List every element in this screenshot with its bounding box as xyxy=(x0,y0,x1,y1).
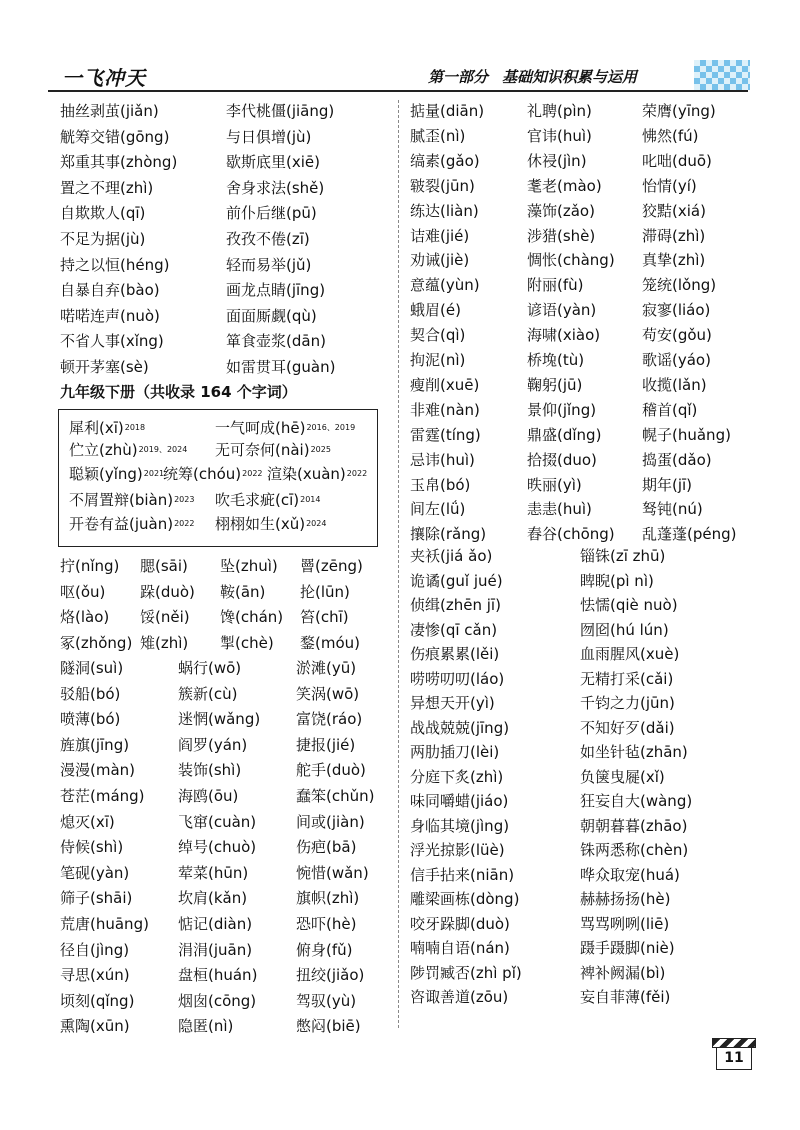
vocab-term: 驽钝(nú) xyxy=(642,500,703,519)
vocab-term: 藻饰(zǎo) xyxy=(527,201,595,220)
vocab-term: 间或(jiàn) xyxy=(296,812,365,831)
vocab-term: 真挚(zhì) xyxy=(642,251,706,270)
vocab-term: 持之以恒(héng) xyxy=(60,255,170,274)
vocab-term: 两肋插刀(lèi) xyxy=(410,743,500,761)
vocab-term: 咬牙跺脚(duò) xyxy=(410,914,510,933)
vocab-term: 无精打采(cǎi) xyxy=(580,669,674,688)
vocab-term: 鍪(móu) xyxy=(300,633,361,652)
exam-term-text: 伫立(zhù) xyxy=(69,441,138,459)
vocab-term: 顿开茅塞(sè) xyxy=(60,358,149,376)
part-label: 第一部分 xyxy=(428,68,489,86)
vocab-term: 涉猎(shè) xyxy=(527,226,596,245)
vocab-term: 咨诹善道(zōu) xyxy=(410,988,509,1006)
vocab-term: 信手拈来(niān) xyxy=(410,865,515,884)
exam-term-text: 开卷有益(juàn) xyxy=(69,515,174,533)
vocab-term: 锱铢(zī zhū) xyxy=(580,547,666,565)
vocab-term: 鞍(ān) xyxy=(220,582,266,601)
vocab-term: 掂量(diān) xyxy=(410,102,485,120)
vocab-term: 面面厮觑(qù) xyxy=(226,306,317,325)
vocab-term: 前仆后继(pū) xyxy=(226,204,317,223)
vocab-term: 轻而易举(jǔ) xyxy=(226,255,312,274)
exam-year: 2019、2024 xyxy=(138,445,188,454)
vocab-term: 赫赫扬扬(hè) xyxy=(580,890,671,908)
vocab-term: 自欺欺人(qī) xyxy=(60,204,146,223)
vocab-term: 伤疤(bā) xyxy=(296,838,357,857)
vocab-term: 飞窜(cuàn) xyxy=(178,812,257,831)
vocab-term: 不足为据(jù) xyxy=(60,230,146,248)
exam-term xyxy=(69,464,164,484)
vocab-term: 迷惘(wǎng) xyxy=(178,710,261,729)
vocab-term: 捣蛋(dǎo) xyxy=(642,450,712,469)
vocab-term: 坠(zhuì) xyxy=(220,557,278,575)
vocab-term: 喃喃自语(nán) xyxy=(410,939,510,957)
decorative-checker-pattern xyxy=(694,60,750,90)
vocab-term: 官讳(huì) xyxy=(527,126,592,145)
vocab-term: 玉帛(bó) xyxy=(410,475,471,494)
vocab-term: 狡黠(xiá) xyxy=(642,201,706,220)
vocab-term: 间左(lǘ) xyxy=(410,500,466,519)
vocab-term: 瘦削(xuē) xyxy=(410,375,480,394)
vocab-term: 捷报(jié) xyxy=(296,735,356,754)
vocab-term: 劝诫(jiè) xyxy=(410,251,470,270)
vocab-term: 簇新(cù) xyxy=(178,684,238,703)
page-header xyxy=(48,62,748,92)
vocab-term: 异想天开(yì) xyxy=(410,694,495,712)
exam-term xyxy=(215,490,320,510)
vocab-term: 休祲(jìn) xyxy=(527,151,587,170)
vocab-term: 练达(liàn) xyxy=(410,201,479,220)
vocab-term: 惋惜(wǎn) xyxy=(296,863,369,882)
page-badge-stripe xyxy=(712,1038,756,1048)
vocab-term: 拘泥(nì) xyxy=(410,351,466,369)
vocab-term: 舍身求法(shě) xyxy=(226,178,325,197)
vocab-term: 鼎盛(dǐng) xyxy=(527,425,602,444)
vocab-term: 淤滩(yū) xyxy=(296,659,357,677)
vocab-term: 分庭下炙(zhì) xyxy=(410,767,504,786)
vocab-term: 战战兢兢(jīng) xyxy=(410,718,510,737)
vocab-term: 俯身(fǔ) xyxy=(296,940,353,959)
exam-year: 2023 xyxy=(174,495,195,504)
section-title xyxy=(428,66,637,87)
vocab-term: 侦缉(zhēn jī) xyxy=(410,596,501,614)
vocab-term: 昳丽(yì) xyxy=(527,475,582,494)
vocab-term: 陟罚臧否(zhì pǐ) xyxy=(410,963,522,982)
vocab-term: 孜孜不倦(zī) xyxy=(226,230,310,248)
vocab-term: 凄惨(qī cǎn) xyxy=(410,620,498,639)
vocab-term: 朝朝暮暮(zhāo) xyxy=(580,816,688,835)
vocab-term: 缟素(gǎo) xyxy=(410,151,480,170)
exam-year: 2021 xyxy=(143,469,165,478)
vocab-term: 非难(nàn) xyxy=(410,400,480,419)
exam-term xyxy=(215,418,355,438)
exam-term-text: 吹毛求疵(cī) xyxy=(215,491,300,509)
vocab-term: 歌谣(yáo) xyxy=(642,351,711,369)
vocab-term: 憋闷(biē) xyxy=(296,1017,361,1036)
vocab-term: 意蕴(yùn) xyxy=(410,276,480,295)
vocab-term: 喏喏连声(nuò) xyxy=(60,306,160,325)
exam-term-text: 渲染(xuàn) xyxy=(267,465,346,483)
exam-frequency-box xyxy=(58,409,378,547)
vocab-term: 幌子(huǎng) xyxy=(642,425,731,444)
vocab-term: 诘难(jié) xyxy=(410,226,470,245)
vocab-term: 契合(qì) xyxy=(410,326,466,345)
vocab-term: 扭绞(jiǎo) xyxy=(296,966,365,985)
vocab-term: 期年(jī) xyxy=(642,475,693,494)
vocab-term: 觥筹交错(gōng) xyxy=(60,127,170,146)
exam-year: 2022 xyxy=(174,519,195,528)
grade-subheading: 九年级下册（共收录 164 个字词） xyxy=(60,383,297,401)
column-divider xyxy=(398,100,399,1028)
vocab-term: 隧洞(suì) xyxy=(60,659,124,677)
vocab-term: 惆怅(chàng) xyxy=(527,251,615,270)
vocab-term: 雕梁画栋(dòng) xyxy=(410,890,520,908)
vocab-term: 笔砚(yàn) xyxy=(60,863,130,882)
vocab-term: 抽丝剥茧(jiǎn) xyxy=(60,102,159,120)
vocab-term: 如坐针毡(zhān) xyxy=(580,743,688,761)
vocab-term: 侍候(shì) xyxy=(60,838,124,857)
vocab-term: 馋(chán) xyxy=(220,608,284,626)
exam-term xyxy=(215,514,326,534)
vocab-term: 血雨腥风(xuè) xyxy=(580,645,680,663)
page-number-badge xyxy=(712,1038,756,1072)
vocab-term: 旌旗(jīng) xyxy=(60,735,130,754)
vocab-term: 景仰(jǐng) xyxy=(527,400,597,419)
vocab-term: 掣(chè) xyxy=(220,633,274,652)
exam-term-text: 一气呵成(hē) xyxy=(215,419,306,437)
vocab-term: 雷霆(tíng) xyxy=(410,425,481,444)
vocab-term: 荣膺(yīng) xyxy=(642,102,716,120)
vocab-term: 寻思(xún) xyxy=(60,966,130,985)
vocab-term: 蛾眉(é) xyxy=(410,301,461,320)
vocab-term: 浮光掠影(lüè) xyxy=(410,841,505,859)
vocab-term: 筛子(shāi) xyxy=(60,889,133,908)
exam-term xyxy=(215,440,331,460)
vocab-term: 叱咄(duō) xyxy=(642,151,712,170)
vocab-term: 荒唐(huāng) xyxy=(60,915,149,933)
page-number: 11 xyxy=(716,1048,752,1070)
vocab-term: 怡情(yí) xyxy=(642,176,697,195)
exam-year: 2024 xyxy=(306,519,327,528)
vocab-term: 唠唠叨叨(láo) xyxy=(410,669,505,688)
vocab-term: 不省人事(xǐng) xyxy=(60,332,164,351)
vocab-term: 蜗行(wō) xyxy=(178,659,242,677)
vocab-term: 箪食壶浆(dān) xyxy=(226,332,326,351)
exam-term xyxy=(69,418,145,438)
vocab-term: 裨补阙漏(bì) xyxy=(580,963,666,982)
vocab-term: 蠢笨(chǔn) xyxy=(296,787,375,805)
brand-logo: 一飞冲天 xyxy=(62,66,146,90)
vocab-term: 盘桓(huán) xyxy=(178,966,258,985)
vocab-term: 坎肩(kǎn) xyxy=(178,889,248,908)
vocab-term: 冢(zhǒng) xyxy=(60,633,133,652)
vocab-term: 耄老(mào) xyxy=(527,176,602,195)
exam-year: 2025 xyxy=(310,445,331,454)
exam-term-text: 无可奈何(nài) xyxy=(215,441,310,459)
vocab-term: 苟安(gǒu) xyxy=(642,326,712,345)
vocab-term: 附丽(fù) xyxy=(527,276,584,295)
vocab-term: 径自(jìng) xyxy=(60,940,130,959)
vocab-term: 舂谷(chōng) xyxy=(527,525,615,544)
vocab-term: 舵手(duò) xyxy=(296,761,366,780)
exam-year: 2018 xyxy=(124,423,146,432)
vocab-term: 喷薄(bó) xyxy=(60,710,121,729)
vocab-term: 苍茫(máng) xyxy=(60,787,145,805)
vocab-term: 抡(lūn) xyxy=(300,582,350,601)
vocab-term: 笼统(lǒng) xyxy=(642,276,717,295)
exam-term-text: 聪颖(yǐng) xyxy=(69,465,143,483)
vocab-term: 隐匿(nì) xyxy=(178,1017,234,1036)
vocab-term: 谚语(yàn) xyxy=(527,301,597,320)
vocab-term: 装饰(shì) xyxy=(178,761,242,780)
exam-term-text: 犀利(xī) xyxy=(69,419,124,437)
exam-term-text: 栩栩如生(xǔ) xyxy=(215,515,306,533)
vocab-term: 拾掇(duo) xyxy=(527,450,597,469)
vocab-term: 旗帜(zhì) xyxy=(296,889,360,908)
vocab-term: 怯懦(qiè nuò) xyxy=(580,596,678,614)
vocab-term: 寂寥(liáo) xyxy=(642,301,711,320)
exam-year: 2014 xyxy=(300,495,321,504)
vocab-term: 郑重其事(zhòng) xyxy=(60,153,178,172)
vocab-term: 不知好歹(dǎi) xyxy=(580,718,675,737)
exam-term-text: 不屑置辩(biàn) xyxy=(69,491,174,509)
exam-term xyxy=(69,514,194,534)
vocab-term: 与日俱增(jù) xyxy=(226,127,312,146)
vocab-term: 画龙点睛(jīng) xyxy=(226,281,326,300)
vocab-term: 海啸(xiào) xyxy=(527,326,601,345)
vocab-term: 诡谲(guǐ jué) xyxy=(410,571,503,590)
vocab-term: 囫囵(hú lún) xyxy=(580,620,669,639)
vocab-term: 烟囱(cōng) xyxy=(178,991,257,1010)
vocab-term: 拧(nǐng) xyxy=(60,557,120,575)
vocab-term: 漫漫(màn) xyxy=(60,761,136,780)
vocab-term: 跺(duò) xyxy=(140,582,195,601)
section-heading: 基础知识积累与运用 xyxy=(502,68,638,86)
vocab-term: 皲裂(jūn) xyxy=(410,176,475,195)
vocab-term: 身临其境(jìng) xyxy=(410,816,510,835)
vocab-term: 绰号(chuò) xyxy=(178,838,257,857)
vocab-term: 狂妄自大(wàng) xyxy=(580,792,693,810)
vocab-term: 歇斯底里(xiē) xyxy=(226,153,320,172)
exam-term xyxy=(69,440,187,460)
vocab-term: 攘除(rǎng) xyxy=(410,525,487,544)
vocab-term: 乱蓬蓬(péng) xyxy=(642,525,737,544)
vocab-term: 妄自菲薄(fěi) xyxy=(580,988,671,1006)
vocab-term: 收揽(lǎn) xyxy=(642,375,707,394)
vocab-term: 置之不理(zhì) xyxy=(60,178,154,197)
vocab-term: 笞(chī) xyxy=(300,608,349,626)
vocab-term: 滞碍(zhì) xyxy=(642,226,706,245)
exam-term xyxy=(163,464,263,484)
vocab-term: 顷刻(qǐng) xyxy=(60,991,135,1010)
vocab-term: 哗众取宠(huá) xyxy=(580,865,680,884)
vocab-term: 忌讳(huì) xyxy=(410,450,475,469)
vocab-term: 腻歪(nì) xyxy=(410,126,466,145)
vocab-term: 腮(sāi) xyxy=(140,557,188,575)
header-rule xyxy=(48,90,748,92)
vocab-term: 罾(zēng) xyxy=(300,557,363,575)
vocab-term: 荤菜(hūn) xyxy=(178,863,249,882)
exam-year: 2016、2019 xyxy=(306,423,356,432)
vocab-term: 骂骂咧咧(liē) xyxy=(580,914,670,933)
vocab-term: 阎罗(yán) xyxy=(178,735,248,754)
exam-year: 2022 xyxy=(242,469,263,478)
vocab-term: 稽首(qǐ) xyxy=(642,400,698,419)
vocab-term: 惦记(diàn) xyxy=(178,915,253,933)
vocab-term: 蹑手蹑脚(niè) xyxy=(580,939,675,957)
vocab-term: 富饶(ráo) xyxy=(296,710,363,729)
vocab-term: 笑涡(wō) xyxy=(296,684,360,703)
vocab-term: 自暴自弃(bào) xyxy=(60,281,160,300)
vocab-term: 涓涓(juān) xyxy=(178,940,253,959)
vocab-term: 烙(lào) xyxy=(60,608,110,626)
vocab-term: 千钧之力(jūn) xyxy=(580,694,675,712)
exam-year: 2022 xyxy=(346,469,368,478)
vocab-term: 怫然(fú) xyxy=(642,126,699,145)
vocab-term: 负箧曳屣(xǐ) xyxy=(580,767,665,786)
vocab-term: 雉(zhì) xyxy=(140,633,189,652)
vocab-term: 海鸥(ōu) xyxy=(178,787,239,805)
exam-term-text: 统筹(chóu) xyxy=(163,465,242,483)
vocab-term: 熄灭(xī) xyxy=(60,812,115,831)
vocab-term: 李代桃僵(jiāng) xyxy=(226,102,335,120)
vocab-term: 睥睨(pì nì) xyxy=(580,571,654,590)
vocab-term: 驳船(bó) xyxy=(60,684,121,703)
vocab-term: 铢两悉称(chèn) xyxy=(580,841,689,859)
vocab-term: 礼聘(pìn) xyxy=(527,102,592,120)
vocab-term: 恐吓(hè) xyxy=(296,915,357,933)
vocab-term: 恚恚(huì) xyxy=(527,500,592,519)
vocab-term: 馁(něi) xyxy=(140,608,190,626)
exam-term xyxy=(69,490,194,510)
vocab-term: 伤痕累累(lěi) xyxy=(410,645,500,663)
vocab-term: 桥堍(tù) xyxy=(527,351,585,369)
vocab-term: 如雷贯耳(guàn) xyxy=(226,358,336,376)
vocab-term: 鞠躬(jū) xyxy=(527,375,583,394)
vocab-term: 夹袄(jiá ǎo) xyxy=(410,547,493,565)
vocab-term: 味同嚼蜡(jiáo) xyxy=(410,792,509,810)
vocab-term: 呕(ǒu) xyxy=(60,582,106,601)
vocab-term: 驾驭(yù) xyxy=(296,991,357,1010)
vocab-term: 熏陶(xūn) xyxy=(60,1017,130,1036)
exam-term xyxy=(267,464,367,484)
